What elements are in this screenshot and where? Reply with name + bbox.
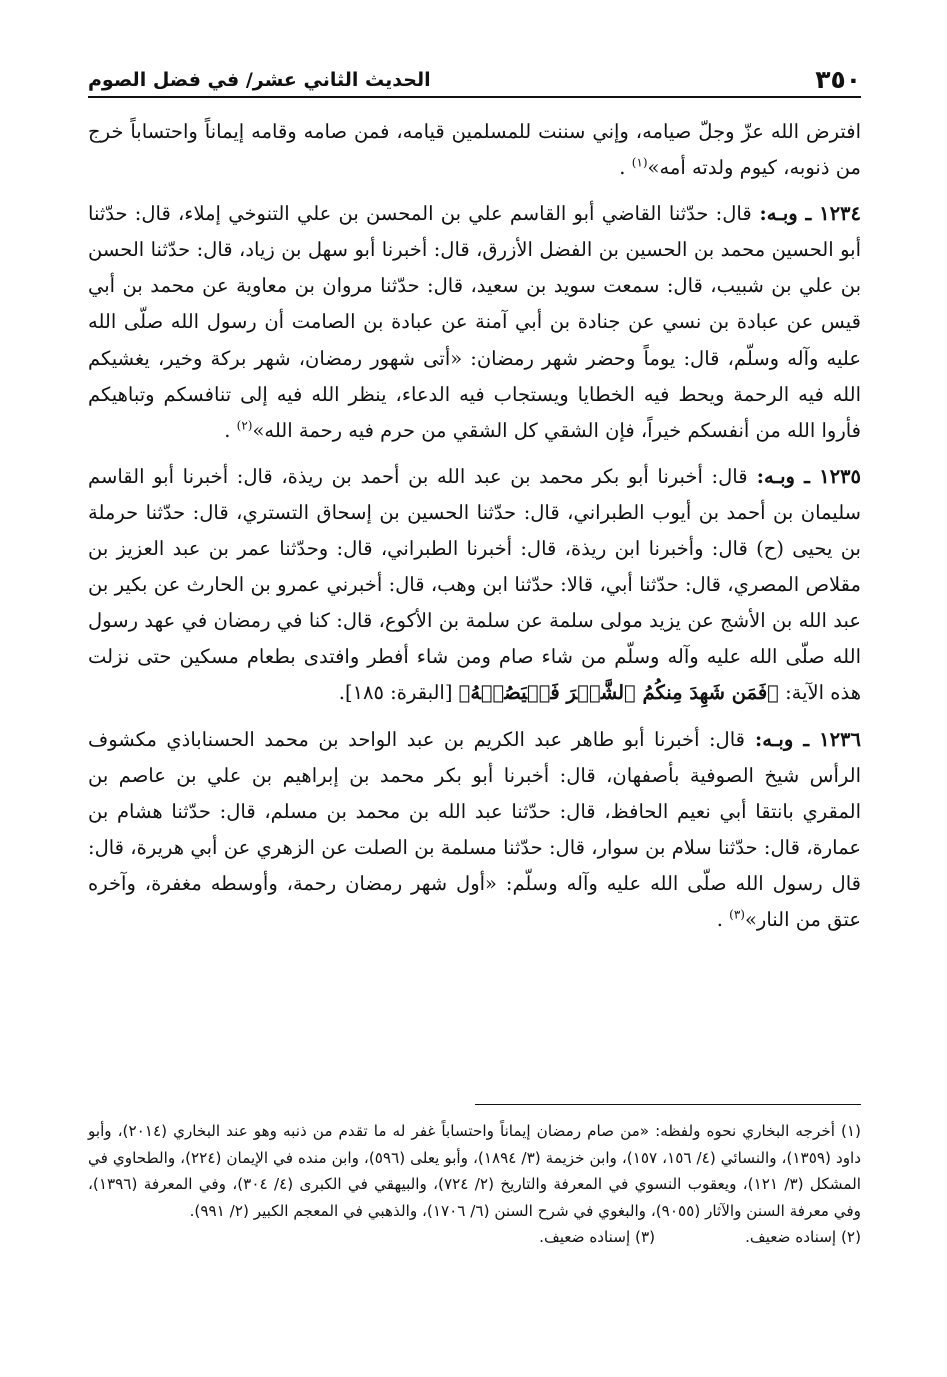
hadith-tail: .	[716, 907, 730, 931]
footnote-2: (٢) إسناده ضعيف.	[745, 1228, 861, 1247]
footnote-ref: (٢)	[236, 418, 253, 433]
hadith-number: ١٢٣٥	[819, 464, 861, 488]
header-rule	[88, 96, 861, 98]
quran-verse: ﴿فَمَن شَهِدَ مِنكُمُ ٱلشَّهۡرَ فَلۡيَصُمۡهُ﴾	[458, 681, 779, 705]
paragraph-continuation	[88, 114, 861, 186]
hadith-1234	[88, 196, 861, 449]
hadith-1235	[88, 459, 861, 712]
main-text	[88, 114, 861, 944]
hadith-1236	[88, 722, 861, 939]
footnote-ref: (٣)	[729, 907, 745, 922]
hadith-number: ١٢٣٤	[819, 202, 861, 226]
page-header	[88, 66, 861, 100]
paragraph-tail: .	[619, 156, 632, 180]
page-number: ٣٥٠	[815, 65, 861, 94]
running-title: الحديث الثاني عشر/ في فضل الصوم	[88, 69, 431, 91]
footnote-1: (١) أخرجه البخاري نحوه ولفظه: «من صام رمضان إيماناً واحتساباً غفر له ما تقدم من ذنبه وهو عند البخاري (٢٠١٤)، وأبو داود (١٣٥٩)، والنسائي (٤/ ١٥٦، ١٥٧)، وابن خزيمة (٣/ ١٨٩٤)، وأبو يعلى (٥٩٦)، وابن منده في الإيمان (٢٢٤)، والطحاوي في المشكل (٣/ ١٢١)، ويعقوب النسوي في المعرفة والتاريخ (٢/ ٧٢٤)، والبيهقي في الكبرى (٤/ ٣٠٤)، وفي المعرفة (١٣٩٦)، وفي معرفة السنن والآثار (٩٠٥٥)، والبغوي في شرح السنن (٦/ ١٧٠٦)، والذهبي في المعجم الكبير (٢/ ٩٩١).	[88, 1122, 862, 1220]
footnote-ref: (١)	[631, 155, 648, 170]
hadith-text: قال: أخبرنا أبو بكر محمد بن عبد الله بن أحمد بن ريذة، قال: أخبرنا أبو القاسم سليمان بن أحمد بن أيوب الطبراني، قال: حدّثنا الحسين بن إسحاق التستري، قال: حدّثنا حرملة بن يحيى (ح) قال: وأخبرنا ابن ريذة، قال: أخبرنا الطبراني، قال: وحدّثنا عمر بن عبد العزيز بن مقلاص المصري، قال: حدّثنا أبي، قالا: حدّثنا ابن وهب، قال: أخبرني عمرو بن الحارث عن بكير بن عبد الله بن الأشج عن يزيد مولى سلمة عن سلمة بن الأكوع، قال: كنا في رمضان في عهد رسول الله صلّى الله عليه وآله وسلّم من شاء صام ومن شاء أفطر وافتدى بطعام مسكين حتى نزلت هذه الآية:	[88, 464, 861, 705]
paragraph-text: افترض الله عزّ وجلّ صيامه، وإني سننت للمسلمين قيامه، فمن صامه وقامه إيماناً واحتساباً خرج من ذنوبه، كيوم ولدته أمه»	[88, 120, 861, 180]
hadith-number: ١٢٣٦	[819, 727, 861, 751]
hadith-text: قال: أخبرنا أبو طاهر عبد الكريم بن عبد الواحد بن محمد الحسناباذي مكشوف الرأس شيخ الصوفية بأصفهان، قال: أخبرنا أبو بكر محمد بن إبراهيم بن علي بن عاصم بن المقري بانتقا أبي نعيم الحافظ، قال: حدّثنا عبد الله بن محمد بن مسلم، قال: حدّثنا هشام بن عمارة، قال: حدّثنا سلام بن سوار، قال: حدّثنا مسلمة بن الصلت عن الزهري عن أبي هريرة، قال: قال رسول الله صلّى الله عليه وآله وسلّم: «أول شهر رمضان رحمة، وأوسطه مغفرة، وآخره عتق من النار»	[88, 727, 861, 931]
footnote-row	[88, 1224, 861, 1251]
hadith-tail: [البقرة: ١٨٥].	[338, 681, 459, 705]
footnote-rule	[475, 1104, 861, 1105]
hadith-tail: .	[224, 418, 237, 442]
hadith-via: ـ وبـه:	[744, 727, 820, 751]
hadith-via: ـ وبـه:	[747, 464, 820, 488]
footnotes	[88, 1118, 861, 1251]
hadith-text: قال: حدّثنا القاضي أبو القاسم علي بن المحسن بن علي التنوخي إملاء، قال: حدّثنا أبو الحسين محمد بن الحسين بن الفضل الأزرق، قال: أخبرنا أبو سهل بن زياد، قال: حدّثنا الحسن بن علي بن شبيب، قال: سمعت سويد بن سعيد، قال: حدّثنا مروان بن معاوية عن محمد بن أبي قيس عن عبادة بن نسي عن جنادة بن أبي آمنة عن عبادة بن الصامت أن رسول الله صلّى الله عليه وآله وسلّم، قال: يوماً وحضر شهر رمضان: «أتى شهور رمضان، شهر بركة وخير، يغشيكم الله فيه الرحمة ويحط فيه الخطايا ويستجاب فيه الدعاء، ينظر الله فيه إلى تنافسكم وتباهيكم فأروا الله من أنفسكم خيراً، فإن الشقي كل الشقي من حرم فيه رحمة الله»	[88, 202, 861, 442]
hadith-via: ـ وبـه:	[751, 202, 820, 226]
footnote-3: (٣) إسناده ضعيف.	[539, 1228, 656, 1247]
